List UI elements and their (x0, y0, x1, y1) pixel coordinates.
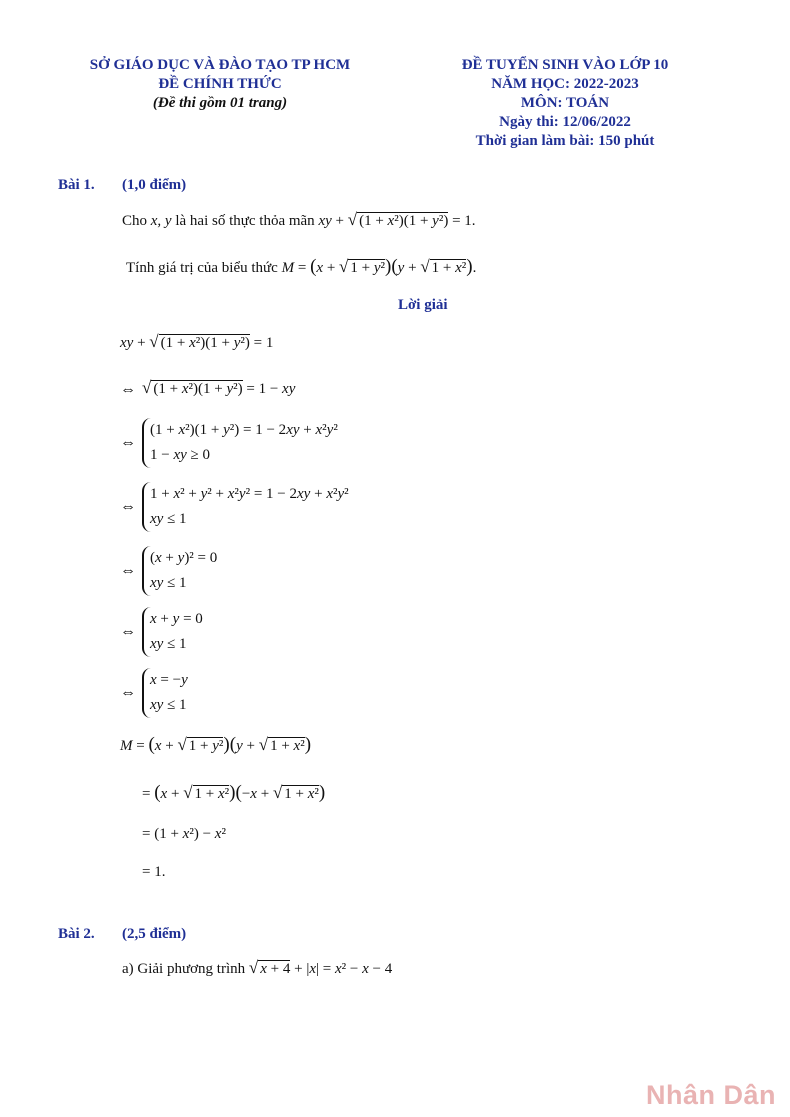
part-a-text: a) Giải phương trình (122, 961, 246, 977)
exam-title: ĐỀ TUYỂN SINH VÀO LỚP 10 (461, 57, 669, 73)
step-8: M = (x + √ 1 + y²)(y + √ 1 + x²) (120, 734, 312, 755)
header-right (400, 56, 730, 151)
header-left (55, 56, 385, 113)
exam-duration: Thời gian làm bài: 150 phút (475, 133, 655, 149)
part-a-equation: √ x + 4 + |x| = x² − x − 4 (248, 958, 393, 977)
department-name: SỞ GIÁO DỤC VÀ ĐÀO TẠO TP HCM (89, 57, 351, 73)
bai1-given (122, 210, 476, 230)
step-7: ⇔x = −y xy ≤ 1 (120, 668, 188, 718)
official-label: ĐỀ CHÍNH THỨC (158, 76, 282, 92)
bai1-label: Bài 1. (58, 177, 95, 193)
step-4: ⇔1 + x² + y² + x²y² = 1 − 2xy + x²y² xy ≤ 1 (120, 482, 349, 532)
step-1: xy + √ (1 + x²)(1 + y²) = 1 (120, 332, 274, 351)
given-equation: xy + √ (1 + x²)(1 + y²) = 1. (318, 210, 476, 229)
step-5: ⇔(x + y)² = 0 xy ≤ 1 (120, 546, 217, 596)
exam-date: Ngày thi: 12/06/2022 (499, 114, 631, 130)
bai2-part-a (122, 958, 392, 978)
solution-heading: Lời giải (398, 297, 448, 313)
watermark-logo: Nhân Dân (645, 1080, 776, 1110)
step-3: ⇔(1 + x²)(1 + y²) = 1 − 2xy + x²y² 1 − xy ≥ 0 (120, 418, 338, 468)
page-count-note: (Đề thi gồm 01 trang) (152, 95, 288, 111)
step-11: = 1. (142, 864, 166, 880)
task-text: Tính giá trị của biểu thức (126, 260, 278, 276)
given-vars: x, y (150, 213, 172, 229)
bai1-task (126, 256, 476, 278)
step-6: ⇔x + y = 0 xy ≤ 1 (120, 607, 203, 657)
given-text: là hai số thực thỏa mãn (175, 213, 315, 229)
bai1-points: (1,0 điểm) (122, 177, 187, 193)
step-2: ⇔ √ (1 + x²)(1 + y²) = 1 − xy (120, 378, 296, 398)
step-9: = (x + √ 1 + x²)(−x + √ 1 + x²) (142, 782, 326, 803)
given-prefix: Cho (122, 213, 148, 229)
bai2-label: Bài 2. (58, 926, 95, 942)
step-10: = (1 + x²) − x² (142, 826, 226, 842)
bai2-points: (2,5 điểm) (122, 926, 187, 942)
school-year: NĂM HỌC: 2022-2023 (491, 76, 639, 92)
task-expression: M = (x + √ 1 + y²)(y + √ 1 + x²). (281, 256, 477, 277)
subject: MÔN: TOÁN (520, 95, 610, 111)
